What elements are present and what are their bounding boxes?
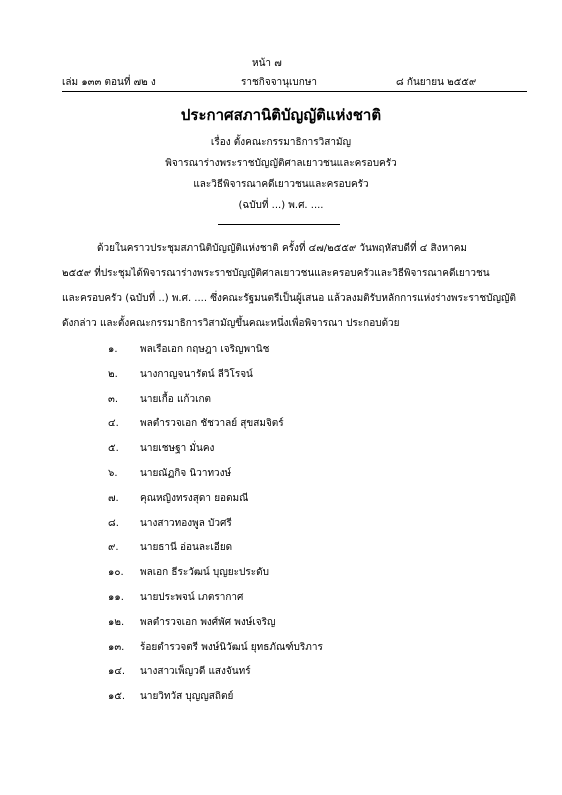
member-name: นายเชษฐา มั่นคง (140, 443, 215, 455)
subject-line: และวิธีพิจารณาคดีเยาวชนและครอบครัว (193, 179, 369, 190)
publication-date: ๘ กันยายน ๒๕๕๙ (396, 77, 477, 88)
member-name: พลเอก ธีระวัฒน์ บุญยะประดับ (140, 567, 269, 579)
list-item (108, 611, 323, 636)
member-number: ๓. (108, 393, 119, 405)
member-list (108, 338, 323, 710)
member-number: ๑๒. (108, 616, 125, 628)
list-item (108, 536, 323, 561)
publication-name: ราชกิจจานุเบกษา (241, 77, 318, 88)
list-item (108, 487, 323, 512)
member-name: นายประพจน์ เภตรากาศ (140, 591, 244, 603)
list-item (108, 685, 323, 710)
list-item (108, 512, 323, 537)
header-rule (62, 91, 527, 92)
member-number: ๑๑. (108, 591, 124, 603)
list-item (108, 636, 323, 661)
body-line: และครอบครัว (ฉบับที่ ..) พ.ศ. .... ซึ่งคณะรัฐมนตรีเป็นผู้เสนอ แล้วลงมติรับหลักการแห่งร่างพระราชบัญญัติ (62, 293, 516, 304)
member-name: ร้อยตำรวจตรี พงษ์นิวัฒน์ ยุทธภัณฑ์บริภาร (140, 641, 323, 653)
body-line: ด้วยในคราวประชุมสภานิติบัญญัติแห่งชาติ ครั้งที่ ๔๗/๒๕๕๙ วันพฤหัสบดีที่ ๔ สิงหาคม (97, 243, 467, 254)
body-line: ๒๕๕๙ ที่ประชุมได้พิจารณาร่างพระราชบัญญัติศาลเยาวชนและครอบครัวและวิธีพิจารณาคดีเยาวชน (62, 268, 490, 279)
member-name: คุณหญิงทรงสุดา ยอดมณี (140, 492, 249, 504)
member-number: ๕. (108, 443, 119, 455)
member-number: ๙. (108, 542, 119, 554)
member-name: นายธานี อ่อนละเอียด (140, 542, 233, 554)
page-number: หน้า ๗ (252, 58, 282, 69)
member-name: นางสาวทองพูล บัวศรี (140, 517, 232, 529)
member-number: ๑๕. (108, 691, 126, 703)
subject-line: พิจารณาร่างพระราชบัญญัติศาลเยาวชนและครอบครัว (165, 158, 397, 169)
member-number: ๖. (108, 467, 118, 479)
list-item (108, 561, 323, 586)
announcement-title: ประกาศสภานิติบัญญัติแห่งชาติ (180, 106, 382, 124)
list-item (108, 462, 323, 487)
subject-line: (ฉบับที่ ...) พ.ศ. .... (238, 200, 324, 211)
member-number: ๑๓. (108, 641, 125, 653)
member-number: ๑๐. (108, 567, 124, 579)
member-number: ๑. (108, 344, 118, 355)
member-name: นายณัฏกิจ นิวาทวงษ์ (140, 467, 232, 479)
title-divider (218, 224, 340, 225)
list-item (108, 586, 323, 611)
member-name: พลเรือเอก กฤษฎา เจริญพานิช (140, 344, 270, 355)
member-number: ๑๔. (108, 666, 126, 678)
list-item (108, 388, 323, 413)
volume-issue: เล่ม ๑๓๓ ตอนที่ ๗๒ ง (62, 77, 156, 88)
member-number: ๗. (108, 492, 119, 504)
member-name: พลตำรวจเอก ชัชวาลย์ สุขสมจิตร์ (140, 418, 284, 430)
body-paragraph (62, 236, 530, 336)
list-item (108, 338, 323, 363)
subject-line: เรื่อง ตั้งคณะกรรมาธิการวิสามัญ (210, 137, 352, 148)
member-name: นายวิทวัส บุญญสถิตย์ (140, 691, 234, 703)
member-number: ๒. (108, 368, 118, 380)
list-item (108, 437, 323, 462)
list-item (108, 412, 323, 437)
member-number: ๔. (108, 418, 119, 430)
member-name: นางสาวเพ็ญวดี แสงจันทร์ (140, 666, 251, 678)
list-item (108, 363, 323, 388)
member-number: ๘. (108, 517, 119, 529)
member-name: พลตำรวจเอก พงศ์พัศ พงษ์เจริญ (140, 616, 276, 628)
body-line: ดังกล่าว และตั้งคณะกรรมาธิการวิสามัญขึ้นคณะหนึ่งเพื่อพิจารณา ประกอบด้วย (62, 318, 400, 329)
member-name: นางกาญจนารัตน์ ลีวิโรจน์ (140, 368, 253, 380)
member-name: นายเกื้อ แก้วเกต (140, 393, 212, 405)
list-item (108, 660, 323, 685)
